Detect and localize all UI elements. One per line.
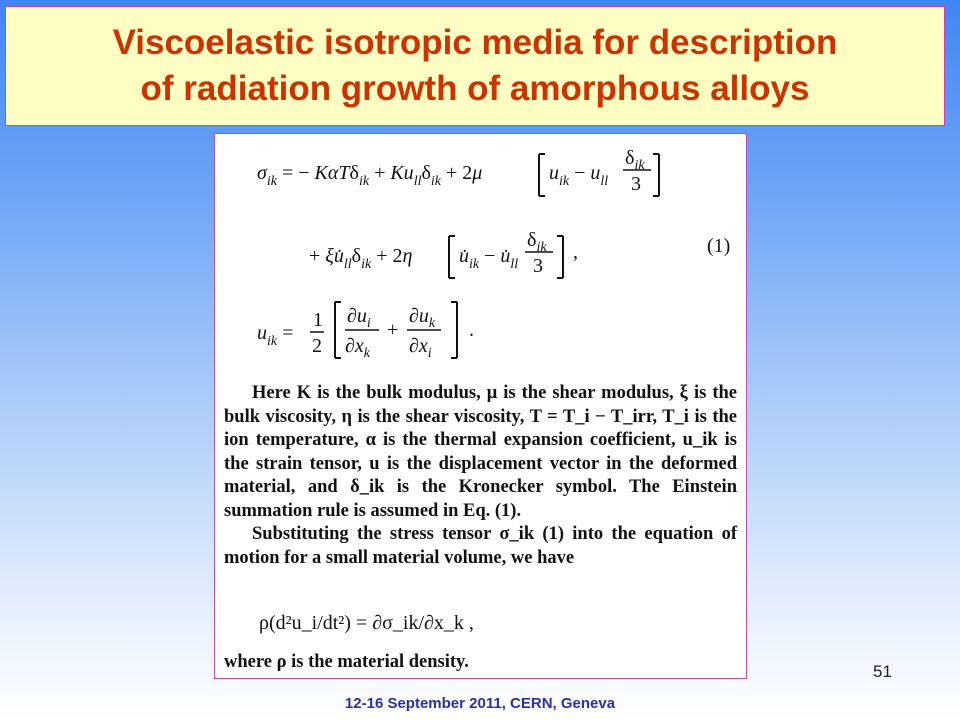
- equations-graphic: [215, 134, 746, 384]
- equation-strain: [257, 302, 474, 361]
- equation-number: (1): [707, 235, 731, 257]
- svg-text:u̇ik − u̇ll: $u̇_{ik}$ − $u̇_{ll}$: [459, 245, 519, 272]
- svg-text:uik − ull: $u_{ik} - u_{ll}$: [549, 162, 609, 189]
- equation-stress-line1: [257, 147, 659, 196]
- paragraph-substitution: Substituting the stress tensor σ_ik (1) into the equation of motion for a small material volume, we have: [224, 524, 737, 568]
- title-box: [5, 6, 945, 126]
- title-line-1: Viscoelastic isotropic media for description: [112, 23, 838, 62]
- svg-text:+ ξu̇llδik + 2η: + $\xi u̇_{ll}\delta_{ik} + 2\eta$: [309, 245, 413, 272]
- svg-text:.: .: [469, 319, 474, 341]
- svg-text:σik = − KαTδik + Kullδik + 2μ: $\sigma_{ik}$ = − $K\alpha T\delta_{ik} + Ku_{ll}\delta_{ik} + 2\mu$: [257, 162, 483, 189]
- footer-text: 12-16 September 2011, CERN, Geneva: [344, 695, 616, 712]
- page-number: 51: [873, 662, 892, 681]
- paper-excerpt: [214, 133, 747, 679]
- equation-motion: ρ(d²u_i/dt²) = ∂σ_ik/∂x_k ,: [259, 612, 474, 634]
- svg-text:∂xi: $\partial x_i$: [409, 335, 432, 361]
- svg-text:δik: $\delta_{ik}$: [625, 147, 645, 173]
- svg-text:uik =: $u_{ik}$ =: [257, 322, 294, 349]
- svg-text:3: 3: [631, 173, 641, 195]
- svg-text:δik: $\delta_{ik}$: [527, 229, 547, 255]
- title-line-2: of radiation growth of amorphous alloys: [140, 69, 810, 108]
- paper-body: [224, 382, 737, 570]
- svg-text:,: ,: [573, 241, 578, 263]
- svg-text:1: 1: [313, 309, 323, 331]
- svg-text:3: 3: [533, 255, 543, 277]
- closing-sentence: where ρ is the material density.: [224, 652, 469, 672]
- svg-text:∂xk: $\partial x_k$: [345, 335, 370, 361]
- equation-stress-line2: [309, 229, 578, 278]
- svg-text:2: 2: [312, 335, 322, 357]
- svg-text:∂uk: $\partial u_k$: [409, 305, 436, 331]
- paragraph-definitions: Here K is the bulk modulus, μ is the shear modulus, ξ is the bulk viscosity, η is the shear viscosity, T = T_i − T_irr, T_i is the ion temperature, α is the thermal expansion coefficient, u_ik is the strain tensor, u is the displacement vector in the deformed material, and δ_ik is the Kronecker symbol. The Einstein summation rule is assumed in Eq. (1).: [224, 383, 737, 521]
- svg-text:+: +: [387, 319, 399, 341]
- svg-text:∂ui: $\partial u_i$: [347, 305, 371, 331]
